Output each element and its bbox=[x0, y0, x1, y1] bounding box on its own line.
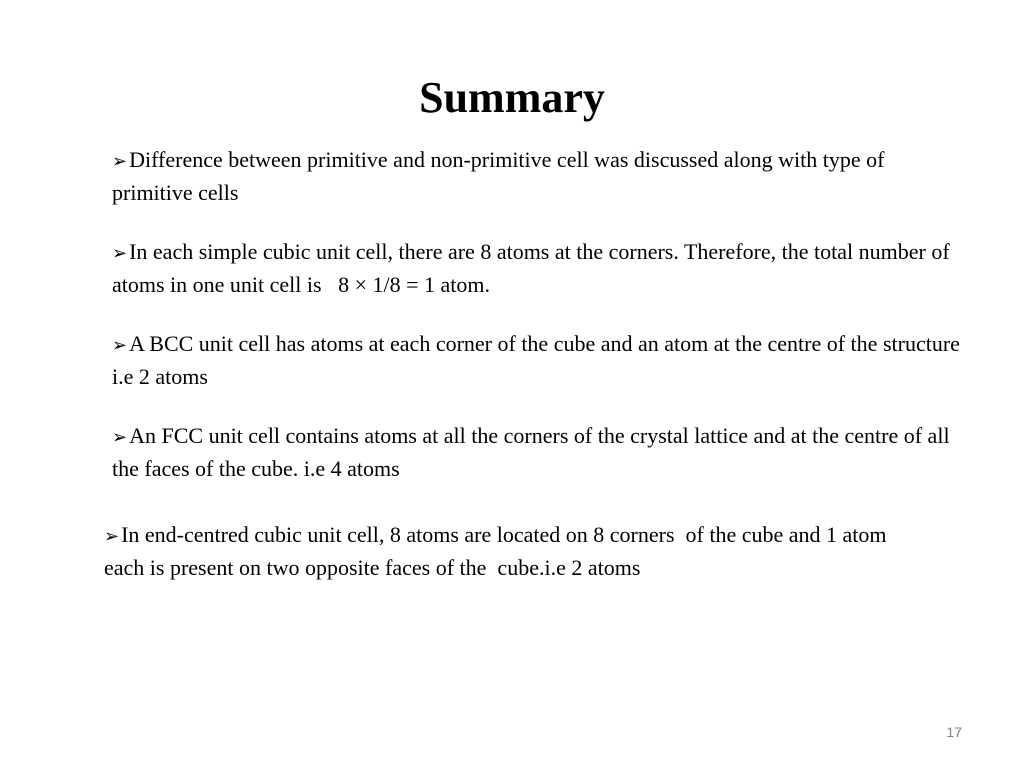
arrow-bullet-icon: ➢ bbox=[104, 526, 120, 546]
bullet-text: A BCC unit cell has atoms at each corner of the cube and an atom at the centre of the structure i.e 2 atoms bbox=[112, 331, 960, 389]
bullet-text: In end-centred cubic unit cell, 8 atoms are located on 8 corners of the cube and 1 atom each is present on two opposite faces of the cube.i.e 2 atoms bbox=[104, 522, 893, 580]
bullet-item-fcc bbox=[112, 420, 952, 484]
arrow-bullet-icon: ➢ bbox=[112, 151, 128, 171]
bullet-text: Difference between primitive and non-primitive cell was discussed along with type of primitive cells bbox=[112, 147, 885, 205]
page-title: Summary bbox=[419, 73, 605, 122]
arrow-bullet-icon: ➢ bbox=[112, 427, 128, 447]
bullet-item-primitive-cells bbox=[112, 144, 952, 208]
arrow-bullet-icon: ➢ bbox=[112, 243, 128, 263]
bullet-item-bcc bbox=[112, 328, 962, 392]
page-number: 17 bbox=[946, 724, 962, 740]
bullet-text: In each simple cubic unit cell, there are 8 atoms at the corners. Therefore, the total number of atoms in one unit cell is 8 × 1/8 = 1 atom. bbox=[112, 239, 956, 297]
bullet-text: An FCC unit cell contains atoms at all the corners of the crystal lattice and at the centre of all the faces of the cube. i.e 4 atoms bbox=[112, 423, 950, 481]
bullet-item-simple-cubic bbox=[112, 236, 956, 300]
bullet-item-end-centred bbox=[104, 519, 924, 583]
arrow-bullet-icon: ➢ bbox=[112, 335, 128, 355]
